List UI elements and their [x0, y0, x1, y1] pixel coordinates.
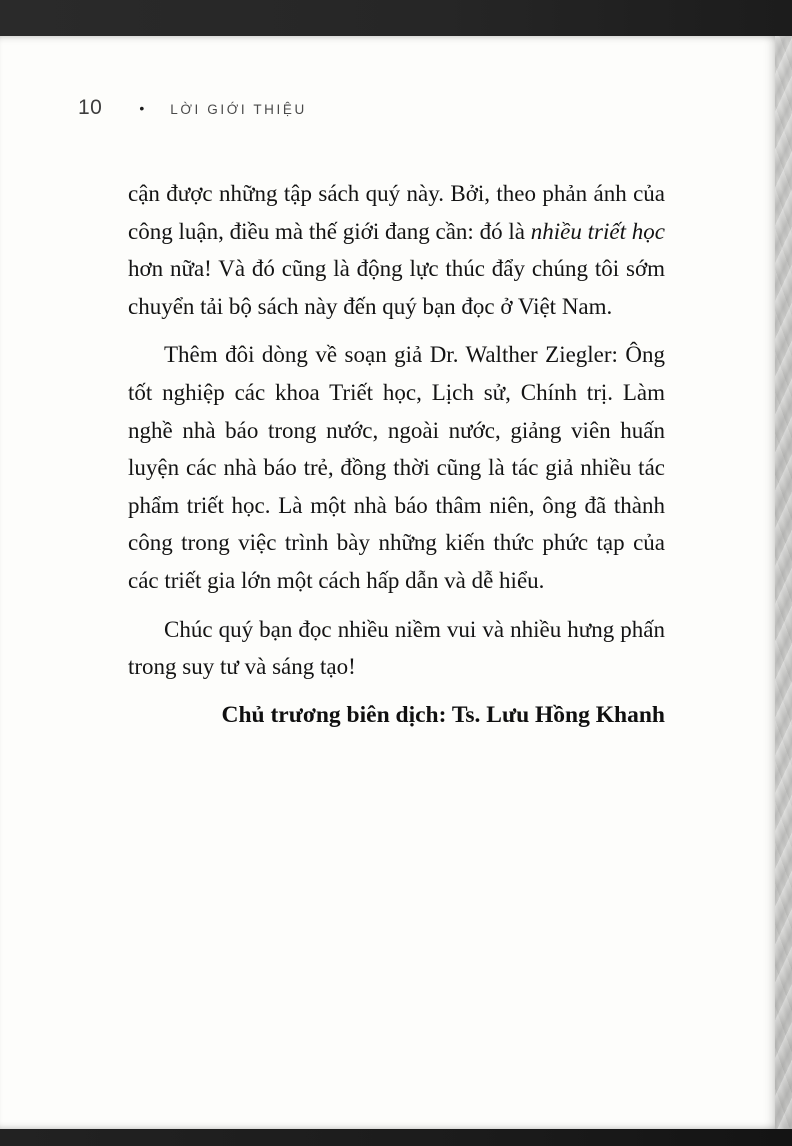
scan-top-edge: [0, 0, 792, 36]
paragraph-2: Thêm đôi dòng về soạn giả Dr. Walther Ziegler: Ông tốt nghiệp các khoa Triết học, Lịch sử, Chính trị. Làm nghề nhà báo trong nước, ngoài nước, giảng viên huấn luyện các nhà báo trẻ, đồng thời cũng là tác giả nhiều tác phẩm triết học. Là một nhà báo thâm niên, ông đã thành công trong việc trình bày những kiến thức phức tạp của các triết gia lớn một cách hấp dẫn và dễ hiểu.: [128, 342, 665, 593]
scan-bottom-edge: [0, 1129, 792, 1146]
paragraph-3: Chúc quý bạn đọc nhiều niềm vui và nhiều hưng phấn trong suy tư và sáng tạo!: [128, 616, 665, 680]
page-number: 10: [78, 96, 103, 119]
page-fore-edge-texture: [775, 36, 792, 1129]
translator-signature: Chủ trương biên dịch: Ts. Lưu Hồng Khanh: [221, 701, 665, 728]
paragraph-1-text: cận được những tập sách quý này. Bởi, theo phản ánh của công luận, điều mà thế giới đang cần: đó là: [128, 181, 665, 244]
bullet-separator-icon: •: [139, 100, 145, 116]
page-body: [128, 175, 665, 745]
chapter-title: LỜI GIỚI THIỆU: [170, 102, 307, 117]
book-page: [0, 36, 775, 1129]
running-header: [78, 96, 307, 120]
paragraph-1-italic-phrase: nhiều triết học: [530, 218, 665, 244]
paragraph-1: [128, 175, 665, 325]
paragraph-1-text-cont: hơn nữa! Và đó cũng là động lực thúc đẩy chúng tôi sớm chuyển tải bộ sách này đến quý bạn đọc ở Việt Nam.: [128, 256, 665, 319]
